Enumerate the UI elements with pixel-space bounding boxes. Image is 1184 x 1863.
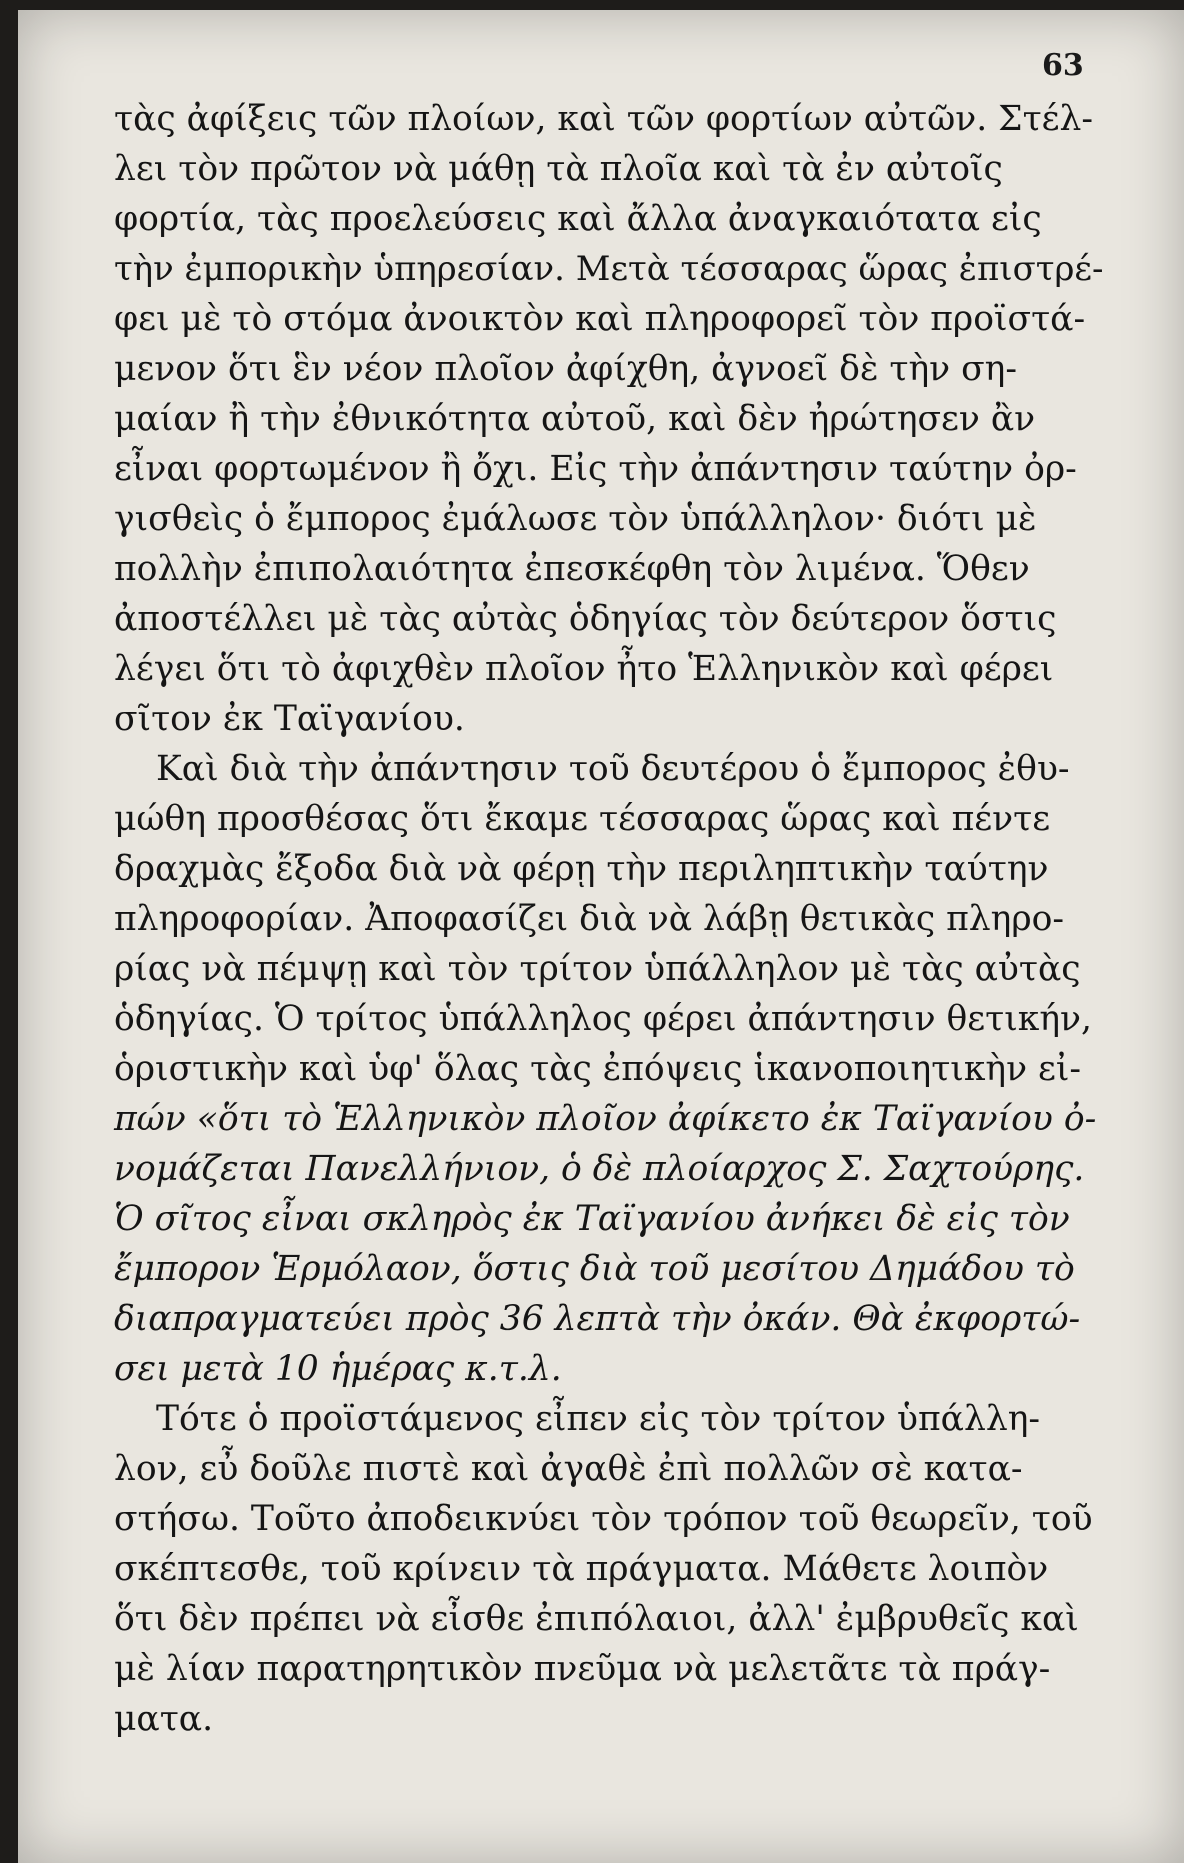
text-line: σει μετὰ 10 ἡμέρας κ.τ.λ. (114, 1349, 562, 1389)
text-line: λει τὸν πρῶτον νὰ μάθῃ τὰ πλοῖα καὶ τὰ ἐν αὐτοῖς (114, 149, 1003, 189)
text-line: φορτία, τὰς προελεύσεις καὶ ἄλλα ἀναγκαιότατα εἰς (114, 199, 1042, 239)
text-line: τὴν ἐμπορικὴν ὑπηρεσίαν. Μετὰ τέσσαρας ὥρας ἐπιστρέ- (114, 249, 1104, 288)
text-line: γισθεὶς ὁ ἔμπορος ἐμάλωσε τὸν ὑπάλληλον· διότι μὲ (114, 499, 1037, 539)
text-line: ρίας νὰ πέμψῃ καὶ τὸν τρίτον ὑπάλληλον μὲ τὰς αὐτὰς (114, 949, 1081, 989)
text-line: πολλὴν ἐπιπολαιότητα ἐπεσκέφθη τὸν λιμένα. Ὅθεν (114, 549, 1030, 589)
text-line: δραχμὰς ἔξοδα διὰ νὰ φέρῃ τὴν περιληπτικὴν ταύτην (114, 849, 1049, 889)
text-line: λον, εὖ δοῦλε πιστὲ καὶ ἀγαθὲ ἐπὶ πολλῶν σὲ κατα- (114, 1449, 1023, 1489)
text-line: μὲ λίαν παρατηρητικὸν πνεῦμα νὰ μελετᾶτε τὰ πράγ- (114, 1649, 1051, 1689)
text-line: σκέπτεσθε, τοῦ κρίνειν τὰ πράγματα. Μάθετε λοιπὸν (114, 1549, 1049, 1589)
text-line: στήσω. Τοῦτο ἀποδεικνύει τὸν τρόπον τοῦ θεωρεῖν, τοῦ (114, 1499, 1093, 1539)
text-line: ματα. (114, 1699, 214, 1739)
text-line: ὁριστικὴν καὶ ὑφ' ὅλας τὰς ἐπόψεις ἱκανοποιητικὴν εἰ- (114, 1049, 1082, 1089)
text-line: μαίαν ἢ τὴν ἐθνικότητα αὐτοῦ, καὶ δὲν ἠρώτησεν ἂν (114, 399, 1036, 439)
text-line: Τότε ὁ προϊστάμενος εἶπεν εἰς τὸν τρίτον ὑπάλλη- (156, 1399, 1041, 1439)
body-text (114, 94, 1104, 1744)
text-line: ἀποστέλλει μὲ τὰς αὐτὰς ὁδηγίας τὸν δεύτερον ὅστις (114, 599, 1057, 639)
text-line: πληροφορίαν. Ἀποφασίζει διὰ νὰ λάβῃ θετικὰς πληρο- (114, 899, 1065, 939)
text-line: ἔμπορον Ἑρμόλαον, ὅστις διὰ τοῦ μεσίτου Δημάδου τὸ (114, 1249, 1075, 1289)
text-line: τὰς ἀφίξεις τῶν πλοίων, καὶ τῶν φορτίων αὐτῶν. Στέλ- (114, 99, 1094, 139)
text-line: λέγει ὅτι τὸ ἀφιχθὲν πλοῖον ἦτο Ἑλληνικὸν καὶ φέρει (114, 649, 1054, 689)
text-line: μενον ὅτι ἓν νέον πλοῖον ἀφίχθη, ἀγνοεῖ δὲ τὴν ση- (114, 349, 1017, 389)
text-line: ὁδηγίας. Ὁ τρίτος ὑπάλληλος φέρει ἀπάντησιν θετικήν, (114, 999, 1092, 1039)
text-line: Καὶ διὰ τὴν ἀπάντησιν τοῦ δευτέρου ὁ ἔμπορος ἐθυ- (156, 749, 1070, 789)
text-line: ὅτι δὲν πρέπει νὰ εἶσθε ἐπιπόλαιοι, ἀλλ' ἐμβρυθεῖς καὶ (114, 1599, 1079, 1639)
text-line: μώθη προσθέσας ὅτι ἔκαμε τέσσαρας ὥρας καὶ πέντε (114, 799, 1051, 839)
book-page (18, 10, 1184, 1863)
text-line: διαπραγματεύει πρὸς 36 λεπτὰ τὴν ὀκάν. Θὰ ἐκφορτώ- (114, 1299, 1081, 1339)
page-number: 63 (1042, 48, 1084, 83)
text-line: σῖτον ἐκ Ταϊγανίου. (114, 699, 465, 739)
text-line: νομάζεται Πανελλήνιον, ὁ δὲ πλοίαρχος Σ. Σαχτούρης. (114, 1149, 1085, 1189)
text-line: εἶναι φορτωμένον ἢ ὄχι. Εἰς τὴν ἀπάντησιν ταύτην ὀρ- (114, 449, 1077, 489)
text-line: Ὁ σῖτος εἶναι σκληρὸς ἐκ Ταϊγανίου ἀνήκει δὲ εἰς τὸν (114, 1199, 1070, 1239)
text-line: πών «ὅτι τὸ Ἑλληνικὸν πλοῖον ἀφίκετο ἐκ Ταϊγανίου ὀ- (114, 1099, 1097, 1139)
text-line: φει μὲ τὸ στόμα ἀνοικτὸν καὶ πληροφορεῖ τὸν προϊστά- (114, 299, 1086, 339)
